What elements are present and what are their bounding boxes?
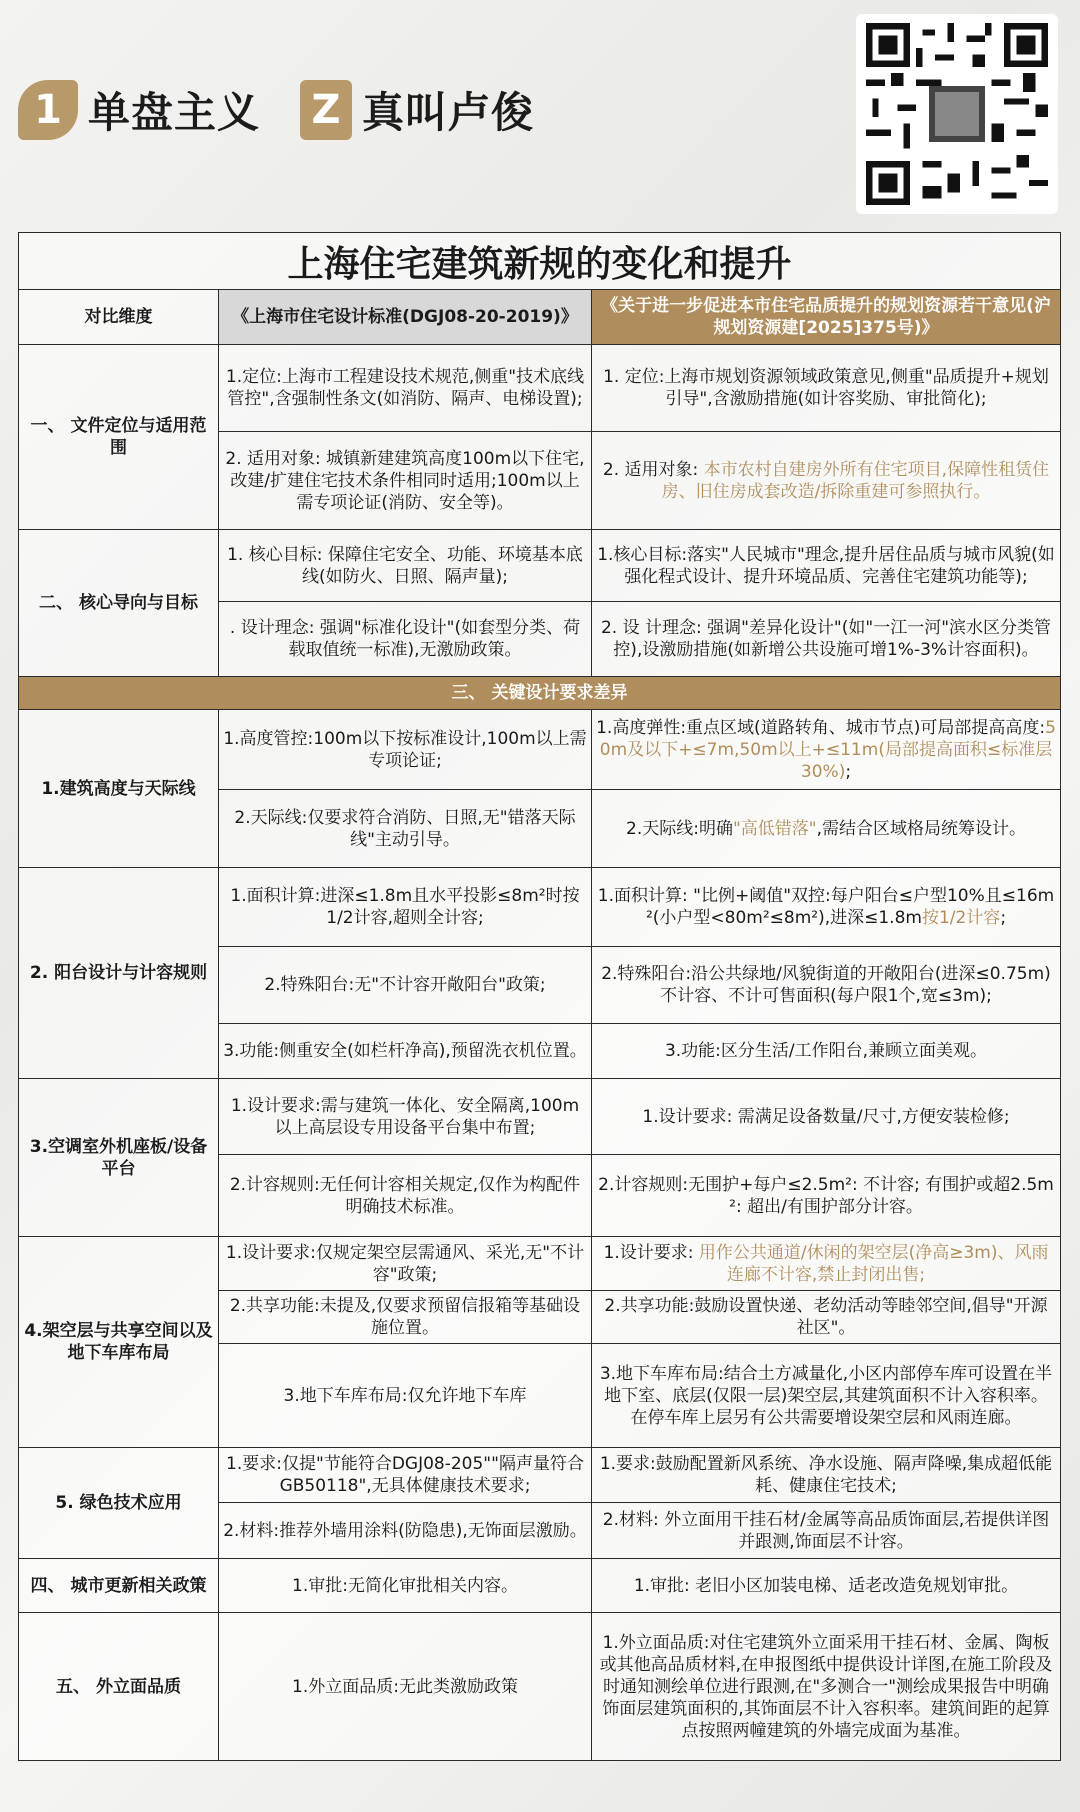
old-cell: 3.地下车库布局:仅允许地下车库 [219, 1344, 592, 1448]
old-cell: 1.要求:仅提"节能符合DGJ08-205""隔声量符合GB50118",无具体健康技术要求; [219, 1448, 592, 1503]
dimension-label: 3.空调室外机座板/设备平台 [19, 1079, 219, 1237]
new-cell [592, 790, 1061, 868]
dimension-label: 五、 外立面品质 [19, 1613, 219, 1761]
highlight-text: 本市农村自建房外所有住宅项目,保障性租赁住房、旧住房成套改造/拆除重建可参照执行。 [661, 459, 1050, 502]
comparison-table [18, 232, 1061, 1761]
dimension-label: 1.建筑高度与天际线 [19, 710, 219, 868]
new-cell: 1.要求:鼓励配置新风系统、净水设施、隔声降噪,集成超低能耗、健康住宅技术; [592, 1448, 1061, 1503]
new-cell: 3.地下车库布局:结合土方减量化,小区内部停车库可设置在半地下室、底层(仅限一层)架空层,其建筑面积不计入容积率。在停车库上层另有公共需要增设架空层和风雨连廊。 [592, 1344, 1061, 1448]
highlight-text: 按1/2计容 [921, 908, 1001, 928]
dimension-label: 四、 城市更新相关政策 [19, 1559, 219, 1613]
brand-mark-2: Z [300, 80, 352, 140]
new-cell [592, 710, 1061, 790]
new-cell: 1.外立面品质:对住宅建筑外立面采用干挂石材、金属、陶板或其他高品质材料,在申报图纸中提供设计详图,在施工阶段及时通知测绘单位进行跟测,在"多测合一"测绘成果报告中明确饰面层建筑面积的,其饰面层不计入容积率。建筑间距的起算点按照两幢建筑的外墙完成面为基准。 [592, 1613, 1061, 1761]
old-cell: 2.特殊阳台:无"不计容开敞阳台"政策; [219, 947, 592, 1024]
col-header-dimension: 对比维度 [19, 290, 219, 345]
new-cell [592, 868, 1061, 947]
old-cell: 2.天际线:仅要求符合消防、日照,无"错落天际线"主动引导。 [219, 790, 592, 868]
old-cell: 2.材料:推荐外墙用涂料(防隐患),无饰面层激励。 [219, 1503, 592, 1559]
dimension-label: 4.架空层与共享空间以及地下车库布局 [19, 1237, 219, 1448]
highlight-text: 50m及以下+≤7m,50m以上+≤11m(局部提高面积≤标准层30%) [599, 717, 1056, 782]
old-cell: 1.定位:上海市工程建设技术规范,侧重"技术底线管控",含强制性条文(如消防、隔声、电梯设置); [219, 345, 592, 432]
new-cell-text: ; [1000, 908, 1007, 928]
new-cell: 2.计容规则:无围护+每户≤2.5m²: 不计容; 有围护或超2.5m²: 超出/有围护部分计容。 [592, 1155, 1061, 1237]
new-cell-text: 2.天际线:明确 [626, 818, 733, 839]
old-cell: 1.审批:无简化审批相关内容。 [219, 1559, 592, 1613]
logo2-text: 真叫卢俊 [362, 88, 535, 137]
new-cell-text: 2. 适用对象: [602, 459, 704, 480]
qr-code-icon[interactable] [856, 14, 1058, 214]
dimension-label: 2. 阳台设计与计容规则 [19, 868, 219, 1079]
old-cell: 2.计容规则:无任何计容相关规定,仅作为构配件明确技术标准。 [219, 1155, 592, 1237]
new-cell-text: 1.面积计算: "比例+阈值"双控:每户阳台≤户型10%且≤16m²(小户型<80m²≤8m²),进深≤1.8m [597, 886, 1055, 928]
dimension-label: 二、 核心导向与目标 [19, 530, 219, 677]
new-cell: 2. 设 计理念: 强调"差异化设计"(如"一江一河"滨水区分类管控),设激励措施(如新增公共设施可增1%-3%计容面积)。 [592, 602, 1061, 677]
header [0, 0, 1080, 232]
new-cell: 1. 定位:上海市规划资源领域政策意见,侧重"品质提升+规划引导",含激励措施(如计容奖励、审批简化); [592, 345, 1061, 432]
new-cell-text: 1.高度弹性:重点区域(道路转角、城市节点)可局部提高高度: [596, 717, 1046, 738]
new-cell [592, 432, 1061, 530]
col-header-new-opinion: 《关于进一步促进本市住宅品质提升的规划资源若干意见(沪规划资源建[2025]375号)》 [592, 290, 1061, 345]
table-title: 上海住宅建筑新规的变化和提升 [19, 233, 1061, 290]
new-cell: 2.共享功能:鼓励设置快递、老幼活动等睦邻空间,倡导"开源社区"。 [592, 1291, 1061, 1344]
old-cell: 1.外立面品质:无此类激励政策 [219, 1613, 592, 1761]
new-cell [592, 1237, 1061, 1291]
old-cell: 2.共享功能:未提及,仅要求预留信报箱等基础设施位置。 [219, 1291, 592, 1344]
old-cell: . 设计理念: 强调"标准化设计"(如套型分类、荷载取值统一标准),无激励政策。 [219, 602, 592, 677]
logo-danpanzhuyi [18, 80, 260, 140]
highlight-text: "高低错落" [732, 818, 817, 839]
new-cell: 1.审批: 老旧小区加装电梯、适老改造免规划审批。 [592, 1559, 1061, 1613]
old-cell: 2. 适用对象: 城镇新建建筑高度100m以下住宅,改建/扩建住宅技术条件相同时适用;100m以上需专项论证(消防、安全等)。 [219, 432, 592, 530]
old-cell: 1.设计要求:仅规定架空层需通风、采光,无"不计容"政策; [219, 1237, 592, 1291]
old-cell: 1.高度管控:100m以下按标准设计,100m以上需专项论证; [219, 710, 592, 790]
logo1-text: 单盘主义 [88, 88, 261, 137]
new-cell: 1.核心目标:落实"人民城市"理念,提升居住品质与城市风貌(如强化程式设计、提升环境品质、完善住宅建筑功能等); [592, 530, 1061, 602]
old-cell: 1.设计要求:需与建筑一体化、安全隔离,100m以上高层设专用设备平台集中布置; [219, 1079, 592, 1155]
logo-zhenjiaolujun [300, 80, 534, 140]
dimension-label: 一、 文件定位与适用范围 [19, 345, 219, 530]
new-cell: 2.特殊阳台:沿公共绿地/风貌街道的开敞阳台(进深≤0.75m)不计容、不计可售面积(每户限1个,宽≤3m); [592, 947, 1061, 1024]
new-cell: 1.设计要求: 需满足设备数量/尺寸,方便安装检修; [592, 1079, 1061, 1155]
section-header: 三、 关键设计要求差异 [19, 677, 1061, 710]
dimension-label: 5. 绿色技术应用 [19, 1448, 219, 1559]
old-cell: 1.面积计算:进深≤1.8m且水平投影≤8m²时按1/2计容,超则全计容; [219, 868, 592, 947]
new-cell-text: ; [845, 761, 852, 782]
old-cell: 1. 核心目标: 保障住宅安全、功能、环境基本底线(如防火、日照、隔声量); [219, 530, 592, 602]
highlight-text: 用作公共通道/休闲的架空层(净高≥3m)、风雨连廊不计容,禁止封闭出售; [698, 1242, 1049, 1285]
old-cell: 3.功能:侧重安全(如栏杆净高),预留洗衣机位置。 [219, 1024, 592, 1079]
new-cell-text: ,需结合区域格局统筹设计。 [816, 818, 1026, 839]
new-cell: 2.材料: 外立面用干挂石材/金属等高品质饰面层,若提供详图并跟测,饰面层不计容。 [592, 1503, 1061, 1559]
brand-mark-1: 1 [18, 80, 78, 140]
col-header-old-standard: 《上海市住宅设计标准(DGJ08-20-2019)》 [219, 290, 592, 345]
new-cell: 3.功能:区分生活/工作阳台,兼顾立面美观。 [592, 1024, 1061, 1079]
new-cell-text: 1.设计要求: [603, 1242, 699, 1263]
